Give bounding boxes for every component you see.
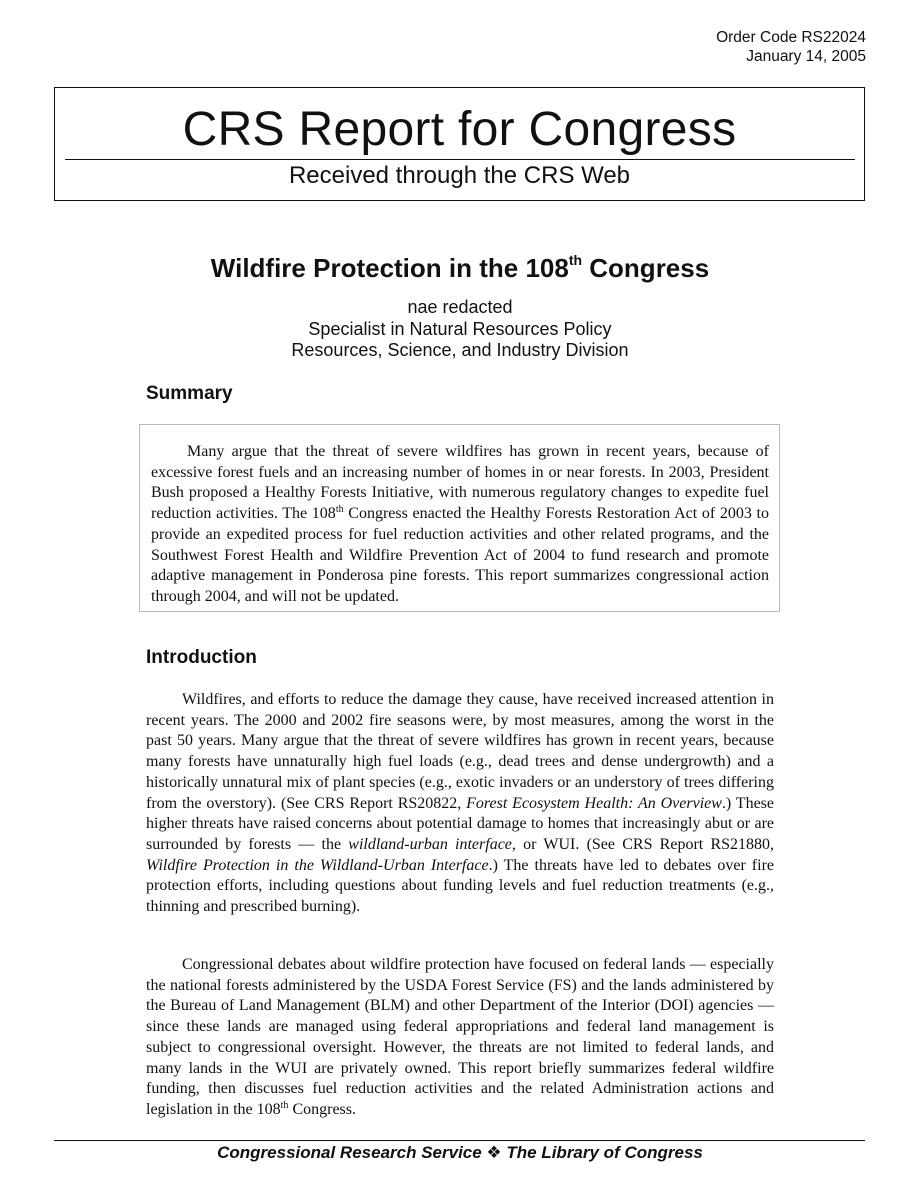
- footer-divider: [54, 1140, 865, 1141]
- footer-text: Congressional Research Service ❖ The Library of Congress: [217, 1143, 703, 1162]
- document-title: Wildfire Protection in the 108th Congress: [210, 252, 710, 283]
- banner-divider: [65, 159, 855, 160]
- introduction-paragraph-2: Congressional debates about wildfire protection have focused on federal lands — especially the national forests administered by the USDA Forest Service (FS) and the lands administered by the Bureau of Land Management (BLM) and other Department of the Interior (DOI) agencies — since these lands are managed using federal appropriations and federal land management is subject to congressional oversight. However, the threats are not limited to federal lands, and many lands in the WUI are privately owned. This report briefly summarizes federal wildfire funding, then discusses fuel reduction activities and the related Administration actions and legislation in the 108th Congress.: [146, 956, 774, 1118]
- author-block: [0, 297, 920, 362]
- author-division: Resources, Science, and Industry Division: [291, 340, 629, 360]
- banner-subtitle: Received through the CRS Web: [288, 162, 631, 189]
- report-banner: [54, 87, 865, 201]
- summary-box: [139, 424, 780, 612]
- author-title: Specialist in Natural Resources Policy: [308, 318, 612, 339]
- introduction-paragraph-1: Wildfires, and efforts to reduce the damage they cause, have received increased attention in recent years. The 2000 and 2002 fire seasons were, by most measures, among the worst in the past 50 years. Many argue that the threat of severe wildfires has grown in recent years, because many forests have unnaturally high fuel loads (e.g., dead trees and dense undergrowth) and a historically unnatural mix of plant species (e.g., exotic invaders or an understory of trees differing from the overstory). (See CRS Report RS20822, Forest Ecosystem Health: An Overview.) These higher threats have raised concerns about potential damage to homes that increasingly abut or are surrounded by forests — the wildland-urban interface, or WUI. (See CRS Report RS21880, Wildfire Protection in the Wildland-Urban Interface.) The threats have led to debates over fire protection efforts, including questions about funding levels and fuel reduction treatments (e.g., thinning and prescribed burning).: [146, 691, 775, 916]
- summary-text: Many argue that the threat of severe wildfires has grown in recent years, because of excessive forest fuels and an increasing number of homes in or near forests. In 2003, President Bush proposed a Healthy Forests Initiative, with numerous regulatory changes to expedite fuel reduction activities. The 108th Congress enacted the Healthy Forests Restoration Act of 2003 to provide an expedited process for fuel reduction activities and other related programs, and the Southwest Forest Health and Wildfire Prevention Act of 2004 to fund research and promote adaptive management in Ponderosa pine forests. This report summarizes congressional action through 2004, and will not be updated.: [151, 443, 769, 605]
- summary-heading: Summary: [146, 383, 233, 404]
- introduction-heading: Introduction: [146, 647, 257, 668]
- report-date: January 14, 2005: [746, 48, 866, 65]
- order-code-block: [716, 28, 866, 66]
- author-name: nae redacted: [407, 297, 513, 317]
- order-code: Order Code RS22024: [716, 29, 866, 46]
- banner-title: CRS Report for Congress: [182, 103, 737, 156]
